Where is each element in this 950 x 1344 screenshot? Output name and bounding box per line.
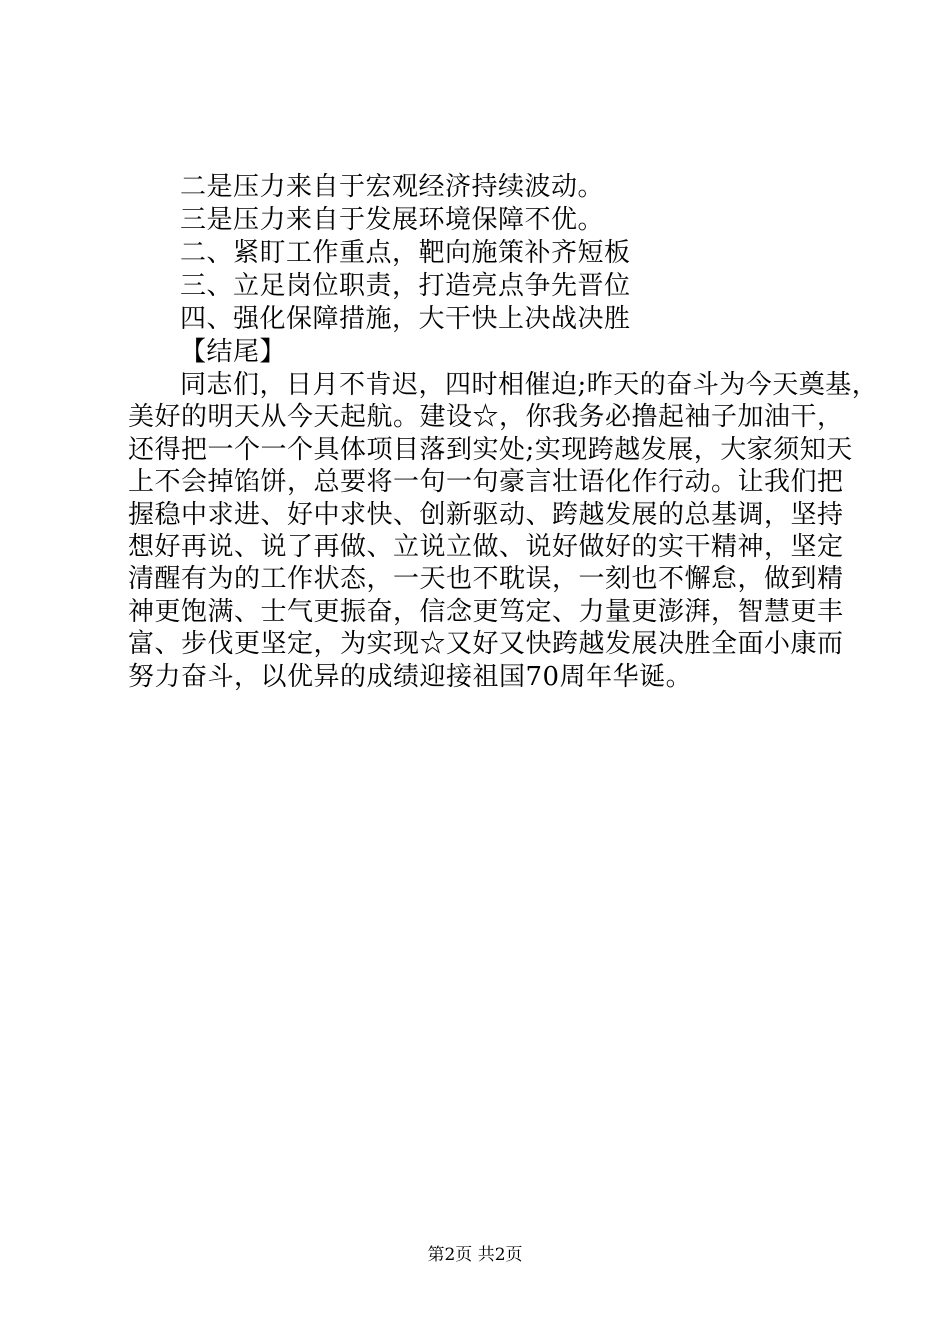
paragraph-line: 美好的明天从今天起航。建设☆，你我务必撸起袖子加油干， [128, 402, 844, 433]
ending-heading: 【结尾】 [180, 337, 287, 367]
document-body [128, 171, 879, 693]
paragraph-line: 富、步伐更坚定，为实现☆又好又快跨越发展决胜全面小康而 [128, 629, 844, 660]
section-heading: 二、紧盯工作重点，靶向施策补齐短板 [180, 238, 631, 268]
page-number-footer: 第2页 共2页 [427, 1245, 523, 1265]
list-item: 二是压力来自于宏观经济持续波动。 [180, 172, 605, 202]
paragraph-line: 努力奋斗，以优异的成绩迎接祖国70周年华诞。 [128, 661, 693, 692]
paragraph-line: 上不会掉馅饼，总要将一句一句豪言壮语化作行动。让我们把 [128, 467, 844, 498]
section-heading: 三、立足岗位职责，打造亮点争先晋位 [180, 271, 631, 301]
paragraph-line: 同志们，日月不肯迟，四时相催迫;昨天的奋斗为今天奠基， [180, 370, 879, 400]
paragraph-line: 神更饱满、士气更振奋，信念更笃定、力量更澎湃，智慧更丰 [128, 596, 844, 627]
section-heading: 四、强化保障措施，大干快上决战决胜 [180, 304, 631, 334]
paragraph-line: 想好再说、说了再做、立说立做、说好做好的实干精神，坚定 [128, 531, 844, 562]
ending-paragraph [128, 369, 879, 693]
paragraph-line: 还得把一个一个具体项目落到实处;实现跨越发展，大家须知天 [128, 434, 853, 465]
paragraph-line: 握稳中求进、好中求快、创新驱动、跨越发展的总基调，坚持 [128, 499, 844, 530]
list-item: 三是压力来自于发展环境保障不优。 [180, 205, 605, 235]
paragraph-line: 清醒有为的工作状态，一天也不耽误，一刻也不懈怠，做到精 [128, 564, 844, 595]
